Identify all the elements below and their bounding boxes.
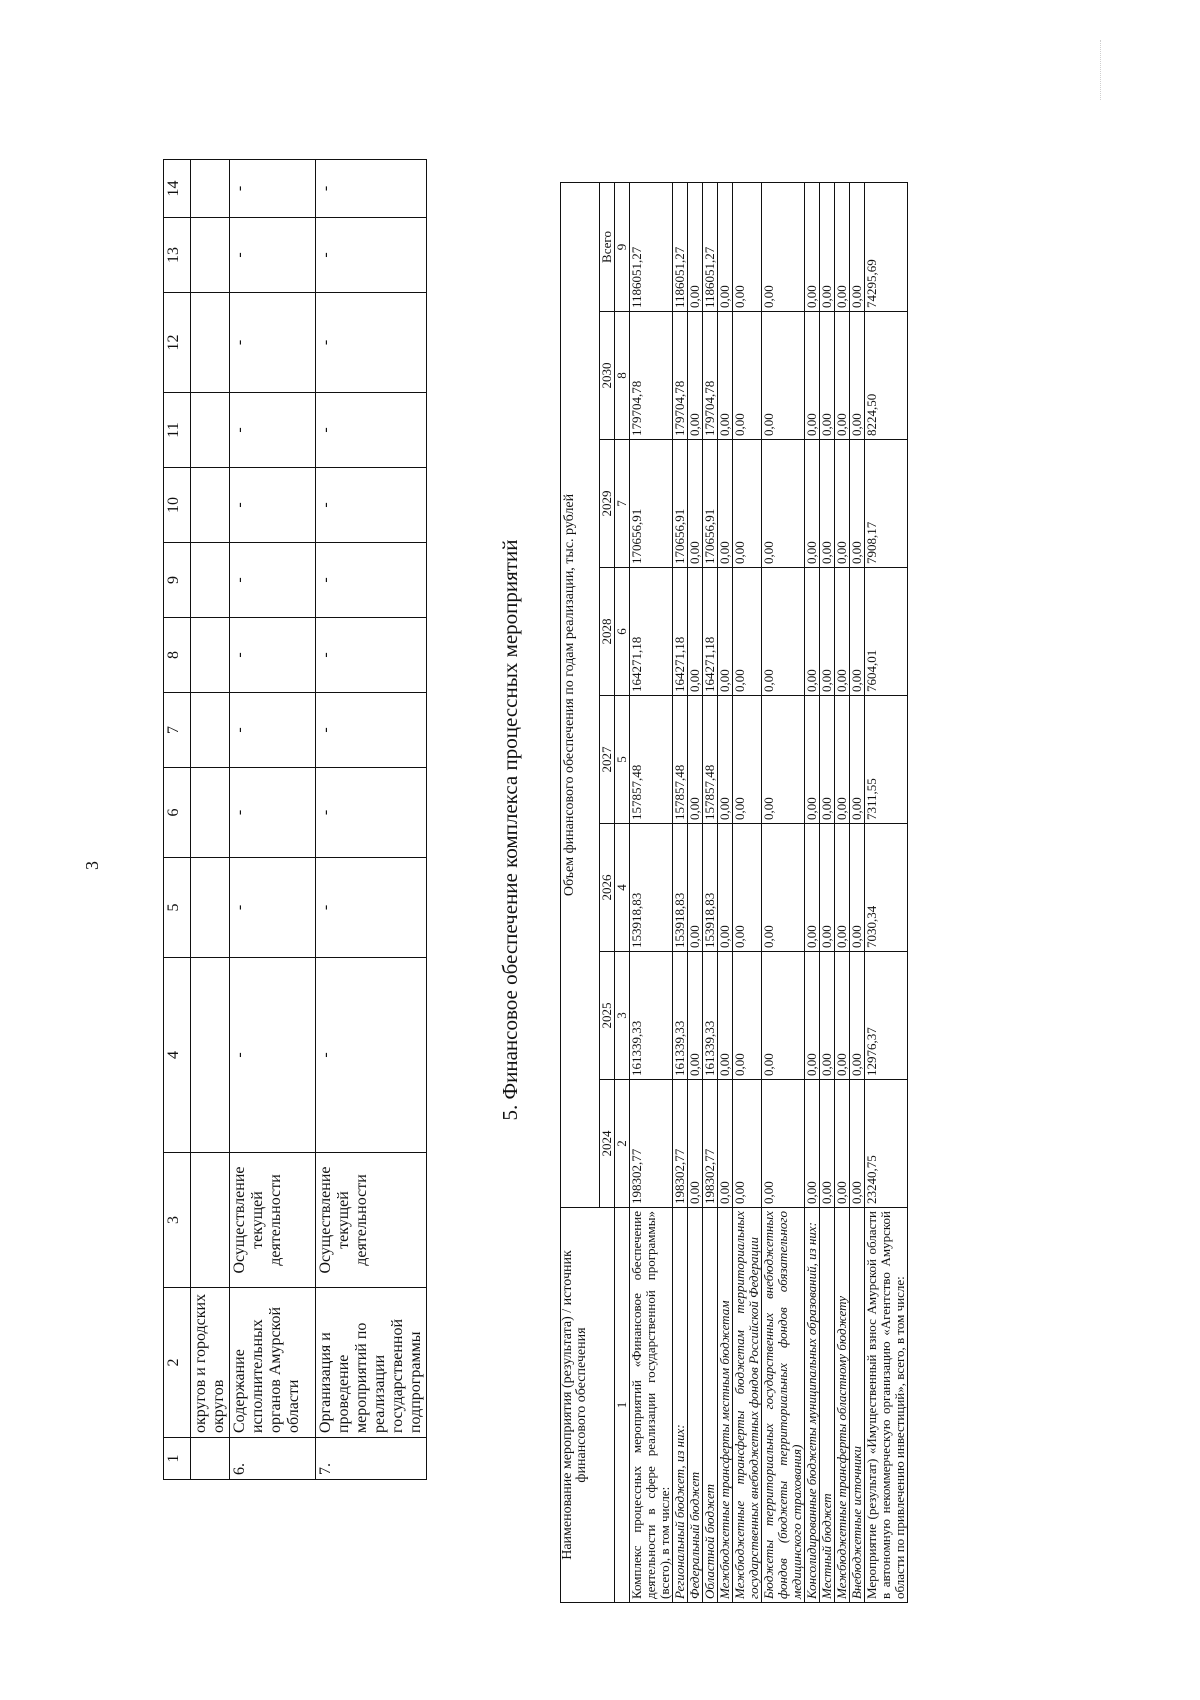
column-number-header: 7 bbox=[164, 693, 191, 768]
finance-value: 0,00 bbox=[850, 312, 865, 440]
finance-value: 164271,18 bbox=[673, 568, 688, 696]
finance-row bbox=[805, 182, 820, 1602]
finance-value: 0,00 bbox=[718, 1080, 733, 1208]
column-number: 8 bbox=[615, 312, 630, 440]
finance-row-label: Внебюджетные источники bbox=[850, 1208, 865, 1603]
finance-value: 7030,34 bbox=[865, 824, 908, 952]
cell-value: - bbox=[316, 160, 427, 218]
section-title: 5. Финансовое обеспечение комплекса процессных мероприятий bbox=[498, 539, 522, 1121]
finance-value: 170656,91 bbox=[630, 440, 673, 568]
finance-table bbox=[560, 182, 908, 1603]
finance-value: 0,00 bbox=[820, 824, 835, 952]
column-number-header: 5 bbox=[164, 858, 191, 958]
column-number: 4 bbox=[615, 824, 630, 952]
finance-value: 0,00 bbox=[850, 182, 865, 311]
finance-value: 170656,91 bbox=[673, 440, 688, 568]
finance-value: 0,00 bbox=[718, 182, 733, 311]
finance-row bbox=[865, 182, 908, 1602]
finance-value: 0,00 bbox=[820, 568, 835, 696]
cell-value: - bbox=[230, 693, 316, 768]
cell-value: - bbox=[316, 858, 427, 958]
cell-value: - bbox=[316, 393, 427, 468]
finance-value: 0,00 bbox=[835, 440, 850, 568]
finance-value: 7311,55 bbox=[865, 696, 908, 824]
table-header-row bbox=[164, 160, 191, 1480]
finance-value: 0,00 bbox=[762, 1080, 805, 1208]
finance-value: 1186051,27 bbox=[630, 182, 673, 311]
column-number-header: 13 bbox=[164, 218, 191, 293]
cell-value: - bbox=[316, 768, 427, 858]
finance-value: 198302,77 bbox=[630, 1080, 673, 1208]
table-row bbox=[316, 160, 427, 1480]
table-row bbox=[230, 160, 316, 1480]
finance-row-label: Мероприятие (результат) «Имущественный взнос Амурской области в автономную некоммерческую организацию «Агентство Амурской области по привлечению инвестиций», всего, в том числе: bbox=[865, 1208, 908, 1603]
finance-value: 0,00 bbox=[805, 1080, 820, 1208]
activities-table-continuation bbox=[163, 159, 427, 1480]
finance-value: 161339,33 bbox=[630, 952, 673, 1080]
finance-value: 179704,78 bbox=[673, 312, 688, 440]
finance-value: 0,00 bbox=[762, 824, 805, 952]
cell-value: - bbox=[316, 218, 427, 293]
finance-row bbox=[703, 182, 718, 1602]
finance-value: 0,00 bbox=[835, 182, 850, 311]
finance-value: 0,00 bbox=[820, 312, 835, 440]
cell-value: - bbox=[230, 543, 316, 618]
finance-row bbox=[850, 182, 865, 1602]
year-header: 2024 bbox=[600, 1080, 615, 1208]
finance-row-label: Областной бюджет bbox=[703, 1208, 718, 1603]
finance-value: 0,00 bbox=[718, 696, 733, 824]
finance-value: 0,00 bbox=[762, 182, 805, 311]
finance-row-label: Межбюджетные трансферты областному бюджету bbox=[835, 1208, 850, 1603]
finance-value: 164271,18 bbox=[630, 568, 673, 696]
finance-value: 179704,78 bbox=[630, 312, 673, 440]
finance-row bbox=[820, 182, 835, 1602]
column-number: 6 bbox=[615, 568, 630, 696]
cell-number: 7. bbox=[316, 1438, 427, 1480]
cell-value: - bbox=[230, 160, 316, 218]
cell-value: - bbox=[316, 543, 427, 618]
finance-value: 1186051,27 bbox=[673, 182, 688, 311]
finance-value: 23240,75 bbox=[865, 1080, 908, 1208]
finance-row bbox=[733, 182, 762, 1602]
finance-row-label: Местный бюджет bbox=[820, 1208, 835, 1603]
finance-value: 0,00 bbox=[733, 696, 762, 824]
finance-value: 0,00 bbox=[850, 696, 865, 824]
finance-value: 0,00 bbox=[762, 440, 805, 568]
finance-value: 0,00 bbox=[820, 182, 835, 311]
table-row bbox=[191, 160, 230, 1480]
finance-value: 74295,69 bbox=[865, 182, 908, 311]
finance-value: 161339,33 bbox=[673, 952, 688, 1080]
finance-value: 170656,91 bbox=[703, 440, 718, 568]
finance-value: 179704,78 bbox=[703, 312, 718, 440]
finance-value: 0,00 bbox=[762, 568, 805, 696]
finance-value: 0,00 bbox=[850, 440, 865, 568]
finance-value: 0,00 bbox=[762, 696, 805, 824]
finance-row bbox=[673, 182, 688, 1602]
finance-row bbox=[835, 182, 850, 1602]
finance-row bbox=[630, 182, 673, 1602]
finance-value: 0,00 bbox=[733, 952, 762, 1080]
column-number-header: 11 bbox=[164, 393, 191, 468]
cell-value: - bbox=[230, 768, 316, 858]
finance-value: 0,00 bbox=[733, 1080, 762, 1208]
year-header: 2026 bbox=[600, 824, 615, 952]
finance-value: 0,00 bbox=[805, 824, 820, 952]
column-number: 2 bbox=[615, 1080, 630, 1208]
finance-value: 8224,50 bbox=[865, 312, 908, 440]
finance-value: 0,00 bbox=[688, 952, 703, 1080]
cell-value: - bbox=[316, 468, 427, 543]
cell-value: - bbox=[316, 618, 427, 693]
cell-value: - bbox=[230, 468, 316, 543]
finance-row-label: Консолидированные бюджеты муниципальных образований, из них: bbox=[805, 1208, 820, 1603]
finance-row bbox=[688, 182, 703, 1602]
page-number: 3 bbox=[82, 861, 102, 870]
finance-value: 0,00 bbox=[850, 1080, 865, 1208]
finance-value: 0,00 bbox=[688, 568, 703, 696]
year-header: 2027 bbox=[600, 696, 615, 824]
column-number: 9 bbox=[615, 182, 630, 311]
cell-number: 6. bbox=[230, 1438, 316, 1480]
finance-value: 0,00 bbox=[850, 952, 865, 1080]
finance-col1-header: Наименование мероприятия (результата) / источник финансового обеспечения bbox=[561, 1208, 615, 1603]
column-number-header: 12 bbox=[164, 293, 191, 393]
finance-value: 0,00 bbox=[718, 312, 733, 440]
finance-row-label: Межбюджетные трансферты местным бюджетам bbox=[718, 1208, 733, 1603]
finance-value: 164271,18 bbox=[703, 568, 718, 696]
year-header: 2030 bbox=[600, 312, 615, 440]
cell-activity: Осуществление текущей деятельности bbox=[230, 1153, 316, 1288]
finance-row-label: Комплекс процессных мероприятий «Финансовое обеспечение деятельности в сфере реализации государственной программы» (всего), в том числе: bbox=[630, 1208, 673, 1603]
column-number: 7 bbox=[615, 440, 630, 568]
finance-value: 161339,33 bbox=[703, 952, 718, 1080]
column-number: 1 bbox=[615, 1208, 630, 1603]
finance-colnum-row bbox=[615, 182, 630, 1602]
cell-value: - bbox=[230, 393, 316, 468]
finance-group-header: Объем финансового обеспечения по годам реализации, тыс. рублей bbox=[561, 182, 600, 1207]
finance-value: 0,00 bbox=[733, 440, 762, 568]
column-number: 5 bbox=[615, 696, 630, 824]
cell-value: - bbox=[230, 618, 316, 693]
finance-value: 0,00 bbox=[835, 952, 850, 1080]
finance-value: 0,00 bbox=[688, 440, 703, 568]
column-number: 3 bbox=[615, 952, 630, 1080]
finance-value: 0,00 bbox=[820, 952, 835, 1080]
finance-body bbox=[630, 182, 908, 1602]
finance-value: 0,00 bbox=[733, 568, 762, 696]
cell-name-continuation: округов и городских округов bbox=[191, 1288, 230, 1438]
finance-value: 1186051,27 bbox=[703, 182, 718, 311]
finance-value: 0,00 bbox=[820, 696, 835, 824]
finance-value: 0,00 bbox=[688, 312, 703, 440]
finance-value: 0,00 bbox=[718, 440, 733, 568]
finance-value: 0,00 bbox=[805, 568, 820, 696]
cell-value: - bbox=[316, 293, 427, 393]
finance-value: 0,00 bbox=[805, 312, 820, 440]
column-number-header: 1 bbox=[164, 1438, 191, 1480]
finance-value: 7908,17 bbox=[865, 440, 908, 568]
finance-value: 0,00 bbox=[835, 696, 850, 824]
finance-value: 0,00 bbox=[762, 952, 805, 1080]
finance-value: 0,00 bbox=[718, 568, 733, 696]
cell-value: - bbox=[316, 693, 427, 768]
finance-value: 0,00 bbox=[850, 568, 865, 696]
cell-value: - bbox=[230, 958, 316, 1153]
cell-value: - bbox=[230, 293, 316, 393]
finance-value: 157857,48 bbox=[673, 696, 688, 824]
cell-value: - bbox=[230, 218, 316, 293]
column-number-header: 10 bbox=[164, 468, 191, 543]
column-number-header: 3 bbox=[164, 1153, 191, 1288]
finance-row-label: Бюджеты территориальных государственных внебюджетных фондов (бюджеты территориальных фондов обязательного медицинского страхования) bbox=[762, 1208, 805, 1603]
finance-value: 153918,83 bbox=[703, 824, 718, 952]
finance-row-label: Региональный бюджет, из них: bbox=[673, 1208, 688, 1603]
year-header: Всего bbox=[600, 182, 615, 311]
cell-name: Организация и проведение мероприятий по реализации государственной подпрограммы bbox=[316, 1288, 427, 1438]
finance-value: 0,00 bbox=[820, 1080, 835, 1208]
column-number-header: 6 bbox=[164, 768, 191, 858]
column-number-header: 9 bbox=[164, 543, 191, 618]
year-header: 2028 bbox=[600, 568, 615, 696]
finance-row bbox=[718, 182, 733, 1602]
column-number-header: 4 bbox=[164, 958, 191, 1153]
finance-value: 12976,37 bbox=[865, 952, 908, 1080]
finance-value: 0,00 bbox=[805, 952, 820, 1080]
finance-value: 0,00 bbox=[835, 1080, 850, 1208]
cell-activity: Осуществление текущей деятельности bbox=[316, 1153, 427, 1288]
column-number-header: 8 bbox=[164, 618, 191, 693]
cell-value: - bbox=[316, 958, 427, 1153]
finance-value: 157857,48 bbox=[630, 696, 673, 824]
finance-value: 0,00 bbox=[733, 824, 762, 952]
finance-value: 153918,83 bbox=[630, 824, 673, 952]
finance-value: 0,00 bbox=[835, 312, 850, 440]
finance-value: 0,00 bbox=[688, 696, 703, 824]
finance-value: 0,00 bbox=[820, 440, 835, 568]
cell-name: Содержание исполнительных органов Амурской области bbox=[230, 1288, 316, 1438]
year-header: 2025 bbox=[600, 952, 615, 1080]
finance-row-label: Межбюджетные трансферты бюджетам территориальных государственных внебюджетных фондов Российской Федерации bbox=[733, 1208, 762, 1603]
finance-row-label: Федеральный бюджет bbox=[688, 1208, 703, 1603]
finance-value: 0,00 bbox=[835, 568, 850, 696]
column-number-header: 2 bbox=[164, 1288, 191, 1438]
column-number-header: 14 bbox=[164, 160, 191, 218]
year-header: 2029 bbox=[600, 440, 615, 568]
finance-value: 157857,48 bbox=[703, 696, 718, 824]
finance-value: 153918,83 bbox=[673, 824, 688, 952]
finance-header-row bbox=[561, 182, 600, 1602]
finance-value: 198302,77 bbox=[703, 1080, 718, 1208]
finance-value: 0,00 bbox=[805, 696, 820, 824]
finance-value: 0,00 bbox=[688, 824, 703, 952]
finance-value: 0,00 bbox=[688, 182, 703, 311]
finance-value: 0,00 bbox=[805, 182, 820, 311]
finance-row bbox=[762, 182, 805, 1602]
finance-value: 7604,01 bbox=[865, 568, 908, 696]
finance-value: 0,00 bbox=[718, 824, 733, 952]
finance-value: 0,00 bbox=[762, 312, 805, 440]
finance-value: 0,00 bbox=[835, 824, 850, 952]
finance-value: 0,00 bbox=[733, 182, 762, 311]
finance-value: 0,00 bbox=[850, 824, 865, 952]
finance-value: 198302,77 bbox=[673, 1080, 688, 1208]
finance-value: 0,00 bbox=[718, 952, 733, 1080]
finance-value: 0,00 bbox=[805, 440, 820, 568]
cell-value: - bbox=[230, 858, 316, 958]
finance-value: 0,00 bbox=[688, 1080, 703, 1208]
finance-value: 0,00 bbox=[733, 312, 762, 440]
